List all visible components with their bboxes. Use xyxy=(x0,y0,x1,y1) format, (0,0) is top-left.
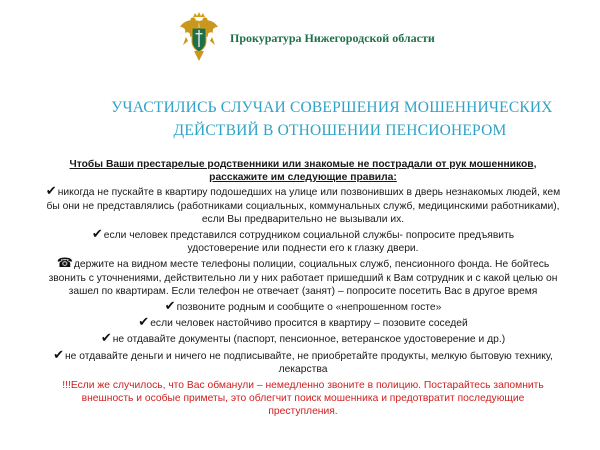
rule-item-1 xyxy=(44,185,562,226)
title-line-1: УЧАСТИЛИСЬ СЛУЧАИ СОВЕРШЕНИЯ МОШЕННИЧЕСКИХ xyxy=(111,99,553,116)
checkmark-icon: ✔ xyxy=(138,314,150,330)
police-warning: !!!Если же случилось, что Вас обманули – немедленно звоните в полицию. Постарайтесь запомнить внешность и особые приметы, это облегчит поиск мошенника и предотвратит последующие преступления. xyxy=(62,380,544,418)
checkmark-icon: ✔ xyxy=(91,226,103,242)
rule-item-3 xyxy=(44,257,562,298)
header xyxy=(178,11,435,63)
page-title xyxy=(0,96,600,142)
intro-line-2: расскажите им следующие правила: xyxy=(209,172,397,184)
checkmark-icon: ✔ xyxy=(45,183,57,199)
rule-item-7 xyxy=(44,346,562,376)
rule-text-5: если человек настойчиво просится в квартиру – позовите соседей xyxy=(150,318,468,330)
checkmark-icon: ✔ xyxy=(100,330,112,346)
intro-line-1: Чтобы Ваши престарелые родственники или знакомые не пострадали от рук мошенников, xyxy=(69,159,537,170)
rule-text-1: никогда не пускайте в квартиру подошедших на улице или позвонивших в дверь незнакомых людей, кем бы они не представлялись (работниками социальных, коммунальных служб, медицинскими работниками), если Вы предварительно не вызывали их. xyxy=(46,187,561,225)
rule-item-5 xyxy=(44,316,562,330)
rule-text-3: держите на видном месте телефоны полиции, социальных служб, пенсионного фонда. Не бойтесь звонить с уточнениями, действительно ли у них работает пришедший к Вам сотрудник и с какой целью он зашел по квартирам. Если телефон не отвечает (занят) – попросите посетить Вас в другое время xyxy=(48,259,558,297)
rule-text-7: не отдавайте деньги и ничего не подписывайте, не приобретайте продукты, мелкую бытовую технику, лекарства xyxy=(65,350,553,375)
rule-text-4: позвоните родным и сообщите о «непрошенном госте» xyxy=(176,302,442,314)
rule-item-2 xyxy=(44,228,562,255)
rule-text-2: если человек представился сотрудником социальной службы- попросите предъявить удостоверение или поднести его к глазку двери. xyxy=(103,230,515,255)
intro-text xyxy=(44,158,562,184)
phone-icon: ☎ xyxy=(56,255,73,271)
rule-item-4 xyxy=(44,300,562,314)
rule-item-6 xyxy=(44,332,562,346)
checkmark-icon: ✔ xyxy=(164,298,176,314)
rules-content xyxy=(44,158,562,419)
checkmark-icon: ✔ xyxy=(53,346,64,362)
org-name: Прокуратура Нижегородской области xyxy=(230,30,435,45)
double-headed-eagle-emblem-icon xyxy=(178,11,220,63)
rule-text-6: не отдавайте документы (паспорт, пенсионное, ветеранское удостоверение и др.) xyxy=(112,334,506,346)
title-line-2: ДЕЙСТВИЙ В ОТНОШЕНИИ ПЕНСИОНЕРОМ xyxy=(173,122,507,139)
